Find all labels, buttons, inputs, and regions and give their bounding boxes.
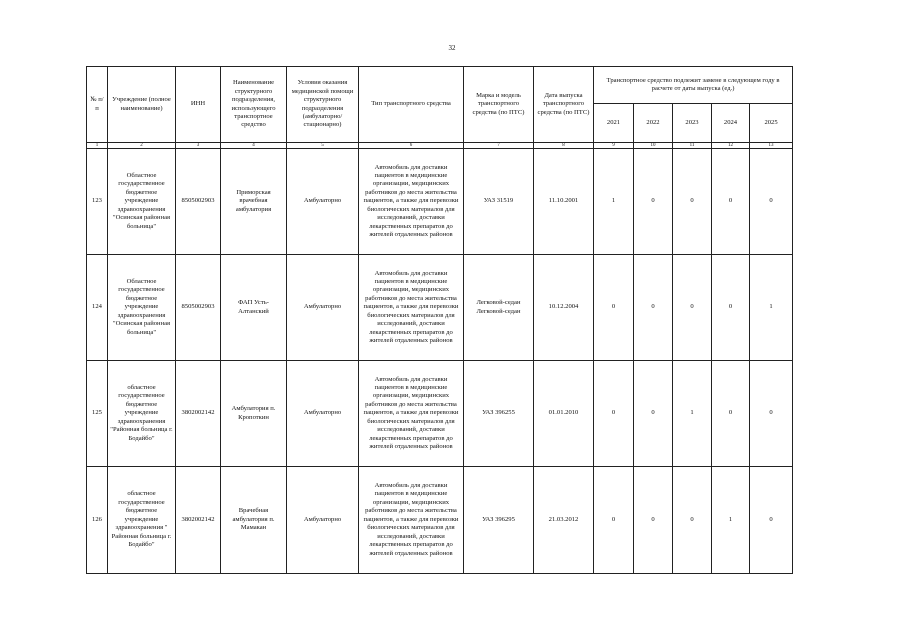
header-inn: ИНН <box>176 67 221 143</box>
row-num: 123 <box>87 149 108 255</box>
column-number: 11 <box>673 143 712 149</box>
row-y2022: 0 <box>634 361 673 467</box>
row-y2022: 0 <box>634 467 673 574</box>
table-row <box>87 361 793 467</box>
column-number: 1 <box>87 143 108 149</box>
row-num: 126 <box>87 467 108 574</box>
header-year-2021: 2021 <box>594 104 634 143</box>
page-number: 32 <box>448 44 456 52</box>
row-institution: Областное государственное бюджетное учреждение здравоохранения "Осинская районная больница" <box>108 255 176 361</box>
header-year-2022: 2022 <box>634 104 673 143</box>
row-institution: областное государственное бюджетное учреждение здравоохранения " Районная больница г. Бодайбо" <box>108 467 176 574</box>
row-y2025: 1 <box>750 255 793 361</box>
row-subdivision: Амбулатория п. Кропоткин <box>221 361 287 467</box>
row-institution: областное государственное бюджетное учреждение здравоохранения "Районная больница г. Бодайбо" <box>108 361 176 467</box>
header-model: Марка и модель транспортного средства (по ПТС) <box>464 67 534 143</box>
row-vehicle-type: Автомобиль для доставки пациентов в медицинские организации, медицинских работников до места жительства пациентов, а также для перевозки биологических материалов для исследований, доставки лекарственных препаратов до жителей отдаленных районов <box>359 255 464 361</box>
row-issue-date: 11.10.2001 <box>534 149 594 255</box>
row-num: 125 <box>87 361 108 467</box>
header-vehicle-type: Тип транспортного средства <box>359 67 464 143</box>
row-inn: 8505002903 <box>176 149 221 255</box>
row-y2025: 0 <box>750 361 793 467</box>
row-y2024: 1 <box>712 467 750 574</box>
header-institution: Учреждение (полное наименование) <box>108 67 176 143</box>
row-subdivision: Приморская врачебная амбулатория <box>221 149 287 255</box>
header-year-2025: 2025 <box>750 104 793 143</box>
row-vehicle-type: Автомобиль для доставки пациентов в медицинские организации, медицинских работников до места жительства пациентов, а также для перевозки биологических материалов для исследований, доставки лекарственных препаратов до жителей отдаленных районов <box>359 149 464 255</box>
row-y2021: 0 <box>594 467 634 574</box>
row-num: 124 <box>87 255 108 361</box>
column-number: 9 <box>594 143 634 149</box>
row-issue-date: 10.12.2004 <box>534 255 594 361</box>
vehicle-table <box>86 66 793 574</box>
header-subdivision: Наименование структурного подразделения, использующего транспортное средство <box>221 67 287 143</box>
column-number: 10 <box>634 143 673 149</box>
row-subdivision: ФАП Усть-Алтанский <box>221 255 287 361</box>
row-y2021: 1 <box>594 149 634 255</box>
column-number: 5 <box>287 143 359 149</box>
row-y2023: 0 <box>673 467 712 574</box>
column-number: 12 <box>712 143 750 149</box>
row-y2021: 0 <box>594 255 634 361</box>
row-inn: 3802002142 <box>176 361 221 467</box>
header-year-2023: 2023 <box>673 104 712 143</box>
table-row <box>87 467 793 574</box>
row-y2022: 0 <box>634 255 673 361</box>
row-conditions: Амбулаторно <box>287 255 359 361</box>
row-y2025: 0 <box>750 467 793 574</box>
row-vehicle-type: Автомобиль для доставки пациентов в медицинские организации, медицинских работников до места жительства пациентов, а также для перевозки биологических материалов для исследований, доставки лекарственных препаратов до жителей отдаленных районов <box>359 361 464 467</box>
row-y2025: 0 <box>750 149 793 255</box>
row-vehicle-type: Автомобиль для доставки пациентов в медицинские организации, медицинских работников до места жительства пациентов, а также для перевозки биологических материалов для исследований, доставки лекарственных препаратов до жителей отдаленных районов <box>359 467 464 574</box>
column-number: 4 <box>221 143 287 149</box>
row-conditions: Амбулаторно <box>287 467 359 574</box>
table-row <box>87 255 793 361</box>
header-row <box>87 67 793 104</box>
header-issue-date: Дата выпуска транспортного средства (по ПТС) <box>534 67 594 143</box>
row-y2022: 0 <box>634 149 673 255</box>
row-conditions: Амбулаторно <box>287 361 359 467</box>
row-model: УАЗ 31519 <box>464 149 534 255</box>
row-inn: 8505002903 <box>176 255 221 361</box>
header-replacement-group: Транспортное средство подлежит замене в следующем году в расчете от даты выпуска (ед.) <box>594 67 793 104</box>
table-row <box>87 149 793 255</box>
row-issue-date: 01.01.2010 <box>534 361 594 467</box>
row-conditions: Амбулаторно <box>287 149 359 255</box>
row-y2024: 0 <box>712 255 750 361</box>
column-number: 7 <box>464 143 534 149</box>
row-subdivision: Врачебная амбулатория п. Мамакан <box>221 467 287 574</box>
header-conditions: Условия оказания медицинской помощи структурного подразделения (амбулаторно/ стационарно) <box>287 67 359 143</box>
row-institution: Областное государственное бюджетное учреждение здравоохранения "Осинская районная больница" <box>108 149 176 255</box>
header-num: № п/п <box>87 67 108 143</box>
column-number: 2 <box>108 143 176 149</box>
column-number: 13 <box>750 143 793 149</box>
row-y2023: 1 <box>673 361 712 467</box>
row-model: УАЗ 396255 <box>464 361 534 467</box>
column-number: 6 <box>359 143 464 149</box>
row-y2023: 0 <box>673 255 712 361</box>
row-y2021: 0 <box>594 361 634 467</box>
column-number: 3 <box>176 143 221 149</box>
row-inn: 3802002142 <box>176 467 221 574</box>
row-model: УАЗ 396295 <box>464 467 534 574</box>
row-y2024: 0 <box>712 361 750 467</box>
row-y2024: 0 <box>712 149 750 255</box>
row-model: Легковой-седан Легковой-седан <box>464 255 534 361</box>
row-y2023: 0 <box>673 149 712 255</box>
header-year-2024: 2024 <box>712 104 750 143</box>
row-issue-date: 21.03.2012 <box>534 467 594 574</box>
column-number: 8 <box>534 143 594 149</box>
